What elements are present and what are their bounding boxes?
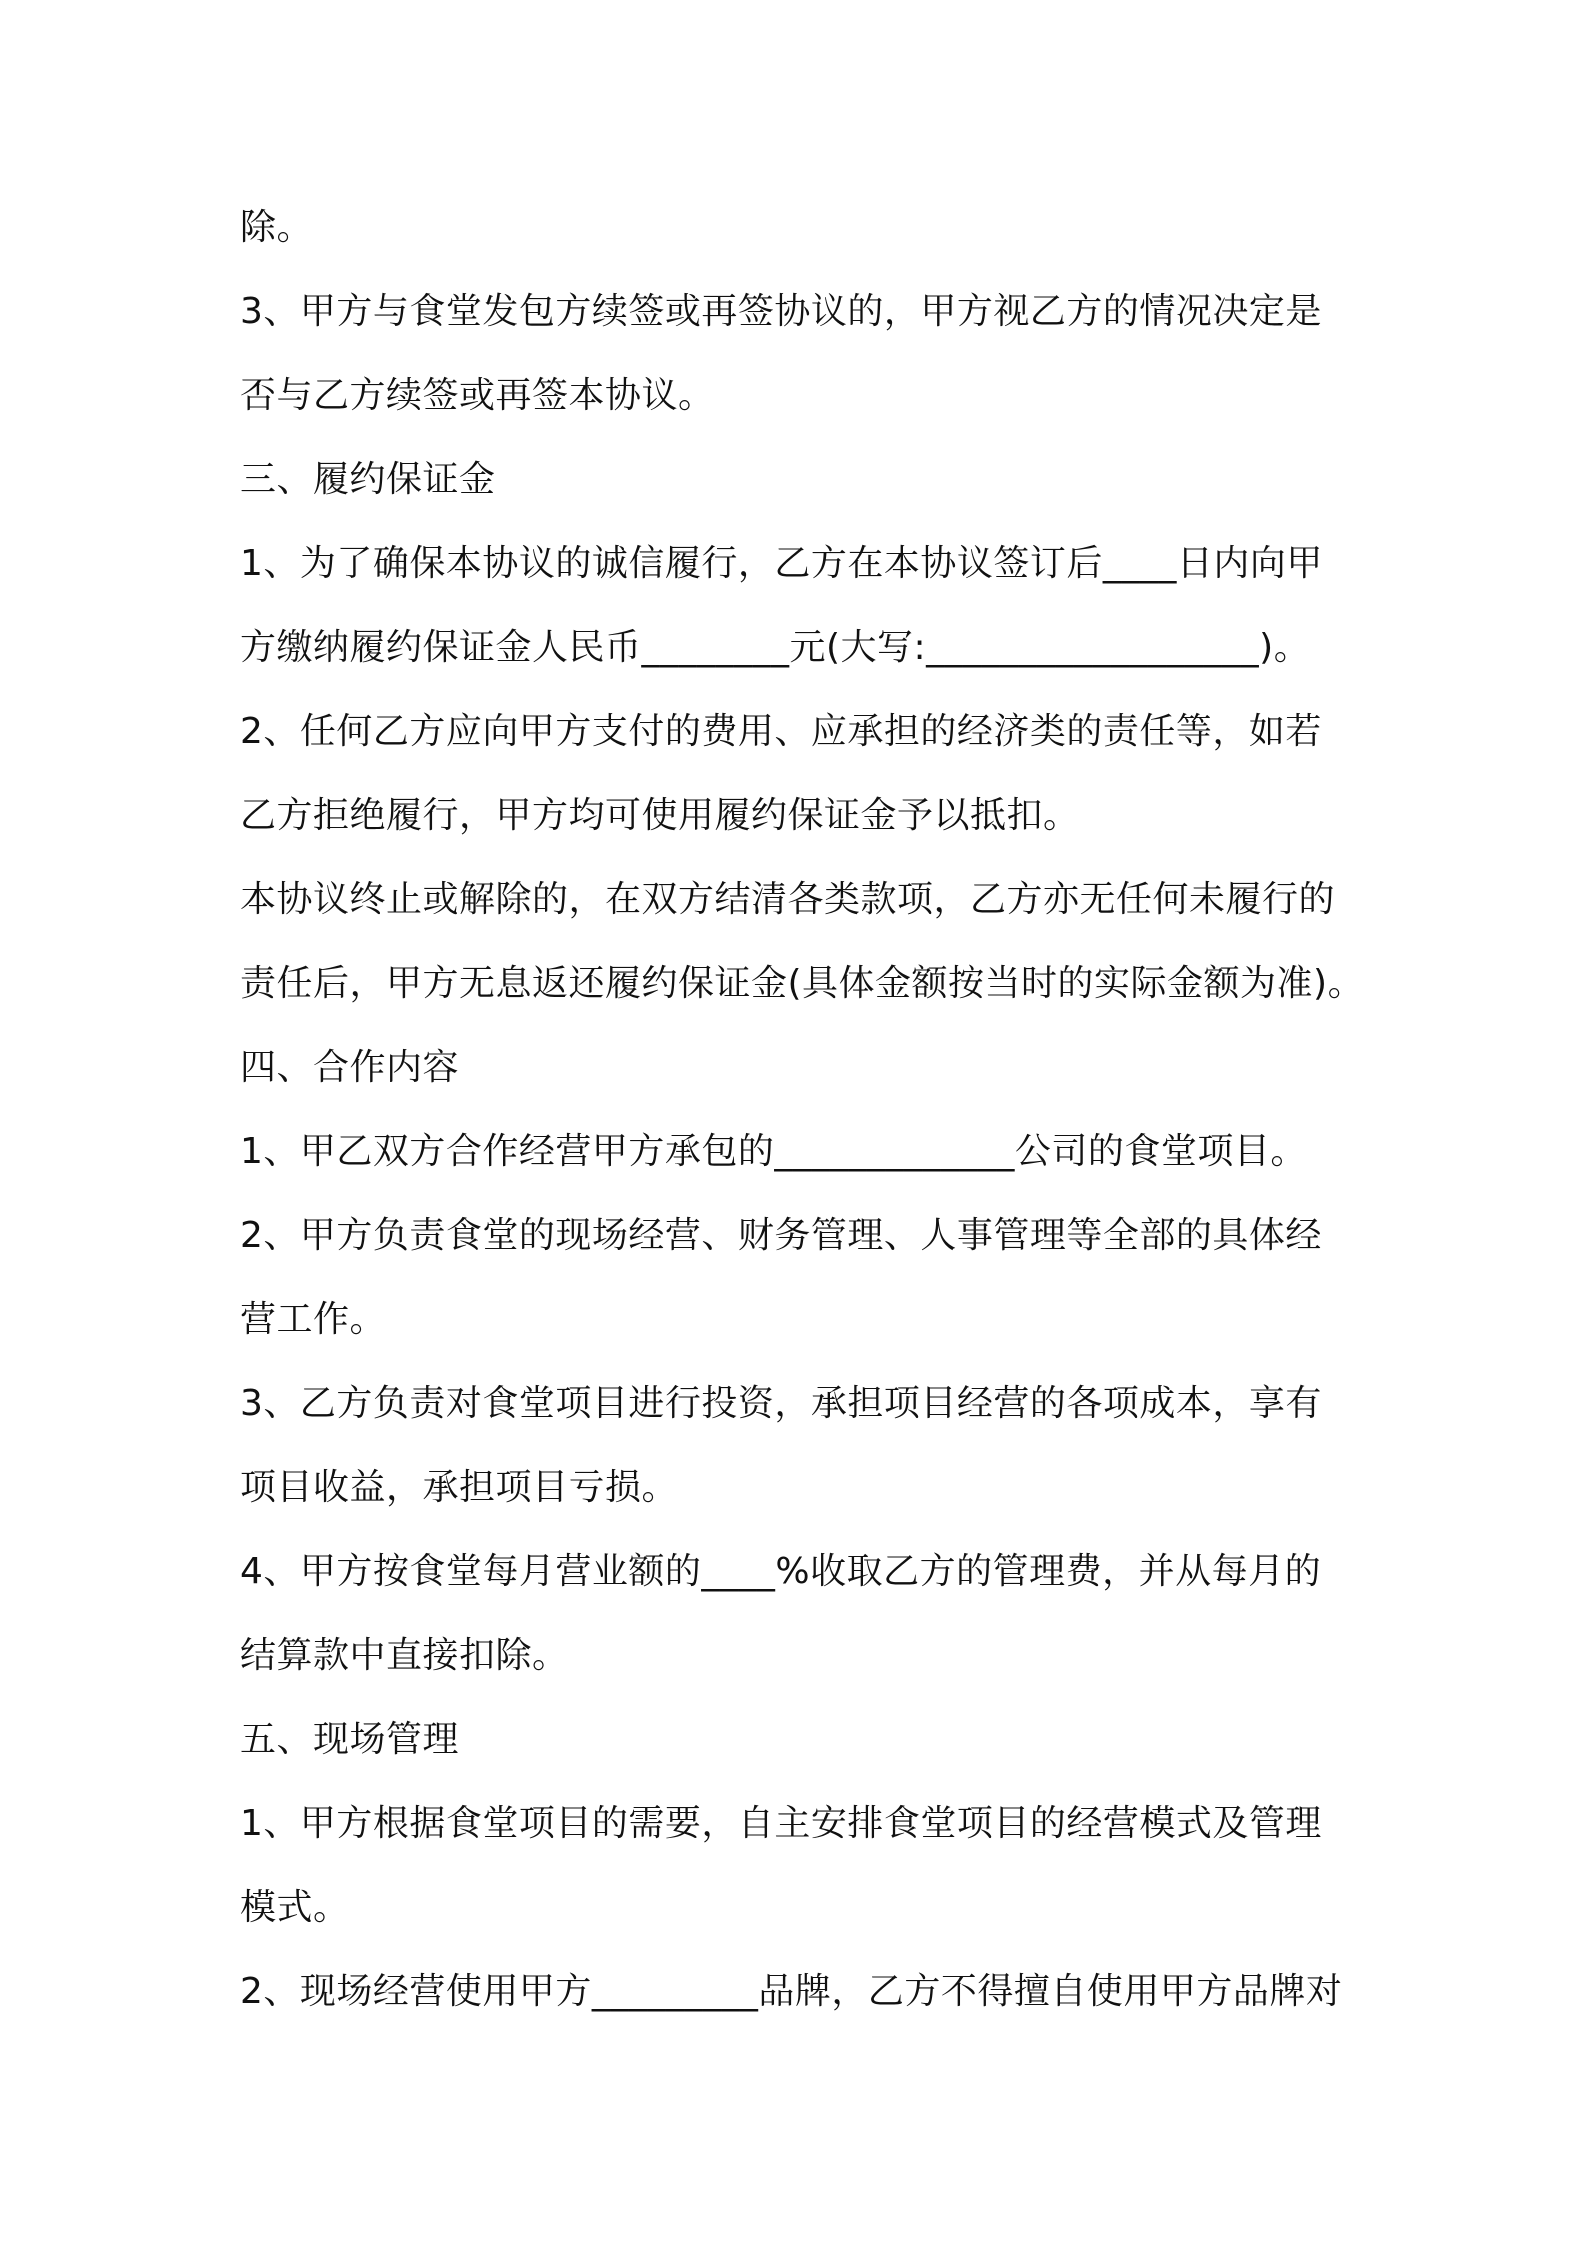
text-line-17: 4、甲方按食堂每月营业额的____%收取乙方的管理费，并从每月的 <box>240 1551 1322 1592</box>
text-line-14: 营工作。 <box>240 1299 387 1340</box>
text-line-16: 项目收益，承担项目亏损。 <box>240 1467 679 1508</box>
text-line-6: 方缴纳履约保证金人民币________元(大写:__________________)。 <box>240 627 1311 668</box>
text-line-2: 3、甲方与食堂发包方续签或再签协议的，甲方视乙方的情况决定是 <box>240 291 1322 332</box>
section-heading-4: 四、合作内容 <box>240 1047 460 1088</box>
text-line-5: 1、为了确保本协议的诚信履行，乙方在本协议签订后____日内向甲 <box>240 543 1323 584</box>
text-line-18: 结算款中直接扣除。 <box>240 1635 569 1676</box>
text-line-20: 1、甲方根据食堂项目的需要，自主安排食堂项目的经营模式及管理 <box>240 1803 1322 1844</box>
text-line-8: 乙方拒绝履行，甲方均可使用履约保证金予以抵扣。 <box>240 795 1080 836</box>
text-line-12: 1、甲乙双方合作经营甲方承包的_____________公司的食堂项目。 <box>240 1131 1307 1172</box>
text-line-9: 本协议终止或解除的，在双方结清各类款项，乙方亦无任何未履行的 <box>240 879 1336 920</box>
text-line-3: 否与乙方续签或再签本协议。 <box>240 375 715 416</box>
text-line-10: 责任后，甲方无息返还履约保证金(具体金额按当时的实际金额为准)。 <box>240 963 1365 1004</box>
text-line-21: 模式。 <box>240 1887 350 1928</box>
text-line-13: 2、甲方负责食堂的现场经营、财务管理、人事管理等全部的具体经 <box>240 1215 1322 1256</box>
text-line-1: 除。 <box>240 207 314 248</box>
text-line-22: 2、现场经营使用甲方_________品牌，乙方不得擅自使用甲方品牌对 <box>240 1971 1343 2012</box>
section-heading-5: 五、现场管理 <box>240 1719 460 1760</box>
text-line-15: 3、乙方负责对食堂项目进行投资，承担项目经营的各项成本，享有 <box>240 1383 1322 1424</box>
text-line-7: 2、任何乙方应向甲方支付的费用、应承担的经济类的责任等，如若 <box>240 711 1322 752</box>
section-heading-3: 三、履约保证金 <box>240 459 496 500</box>
